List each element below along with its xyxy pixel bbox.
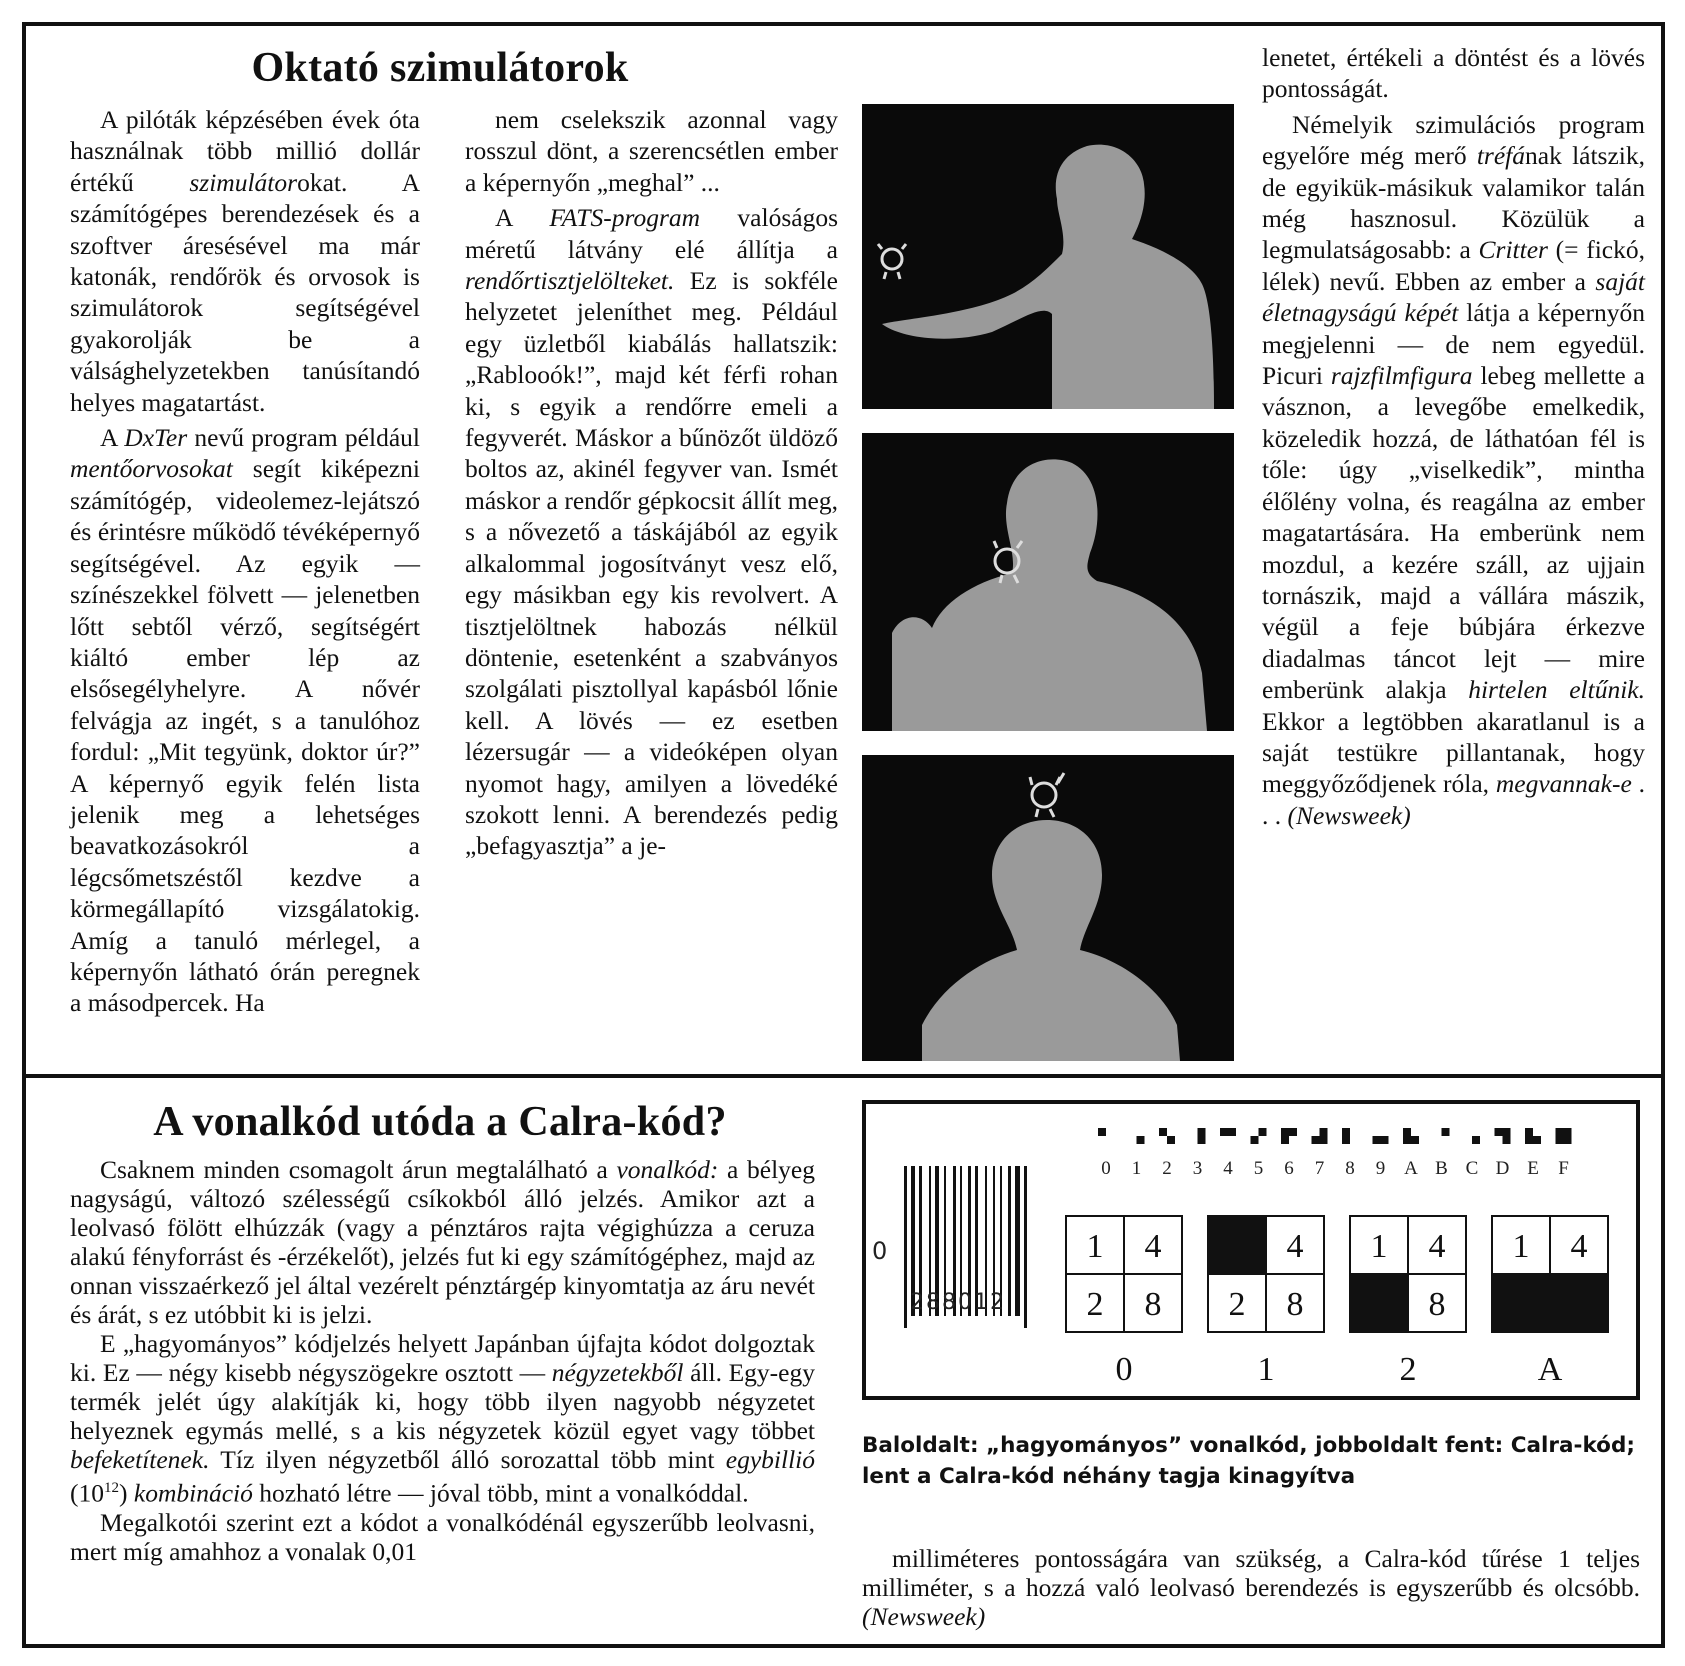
calra-cell xyxy=(1320,1136,1328,1144)
calra-cell xyxy=(1403,1136,1411,1144)
calra-example-cell xyxy=(1550,1274,1608,1332)
calra-cell xyxy=(1373,1136,1381,1144)
calra-example-label: 1 xyxy=(1257,1351,1275,1388)
calra-cell xyxy=(1198,1136,1206,1144)
calra-cell xyxy=(1320,1128,1328,1136)
calra-cell xyxy=(1281,1136,1289,1144)
calra-label: 8 xyxy=(1345,1158,1355,1179)
barcode-side-digit: 0 xyxy=(872,1237,888,1265)
calra-code-figure xyxy=(862,1100,1640,1400)
calra-cell-number: 4 xyxy=(1428,1228,1446,1265)
calra-cell xyxy=(1342,1128,1350,1136)
calra-cell-number: 1 xyxy=(1370,1228,1388,1265)
paragraph: lenetet, értékeli a döntést és a lövés pontosságát. xyxy=(1262,43,1645,104)
person-silhouette-image xyxy=(862,755,1234,1061)
calra-label: 3 xyxy=(1192,1158,1203,1179)
article-body-right xyxy=(862,1544,1640,1631)
calra-cell xyxy=(1533,1136,1541,1144)
calra-cell-number: 8 xyxy=(1428,1286,1446,1323)
calra-cell xyxy=(1556,1128,1564,1136)
calra-cell xyxy=(1403,1128,1411,1136)
calra-cell xyxy=(1137,1136,1145,1144)
calra-example-label: A xyxy=(1537,1351,1563,1388)
section-divider xyxy=(22,1074,1665,1078)
calra-cell-number: 2 xyxy=(1228,1286,1246,1323)
calra-cell xyxy=(1220,1128,1228,1136)
calra-cell xyxy=(1281,1128,1289,1136)
article-column-2 xyxy=(465,104,838,862)
calra-cell xyxy=(1556,1136,1564,1144)
calra-label: C xyxy=(1465,1158,1479,1179)
person-silhouette-image xyxy=(862,104,1234,409)
calra-cell xyxy=(1525,1136,1533,1144)
calra-example-label: 0 xyxy=(1115,1351,1133,1388)
simulation-photo xyxy=(862,755,1234,1061)
calra-cell xyxy=(1228,1128,1236,1136)
article-column-3 xyxy=(1262,42,1645,831)
calra-label: 5 xyxy=(1253,1158,1264,1179)
calra-cell xyxy=(1259,1128,1267,1136)
calra-cell-number: 4 xyxy=(1570,1228,1588,1265)
calra-cell xyxy=(1503,1128,1511,1136)
barcode-bar xyxy=(1008,1166,1011,1316)
paragraph: A FATS-program valóságos méretű látvány elé állítja a rendőrtisztjelölteket. Ez is sokféle helyzetet jeleníthet meg. Például egy üzletből kiabálás hallatszik: „Rablooók!”, majd két férfi rohan ki, s egyik a rendőrre emeli a fegyverét. Máskor a bűnözőt üldöző boltos az, akinél fegyver van. Ismét máskor a rendőr gépkocsit állít meg, s a nővezető a táskájából az egyik alkalommal jogosítványt vesz elő, egy másikban egy kis revolvert. A tisztjelöltnek habozás nélkül döntenie, esetenként a szabványos szolgálati pisztollyal kapásból lőnie kell. A lövés — ez esetben lézersugár — a videóképen olyan nyomot hagy, amilyen a lövedéké szokott lenni. A berendezés pedig „befagyasztja” a je- xyxy=(465,203,838,861)
calra-label: E xyxy=(1527,1158,1539,1179)
paragraph: Némelyik szimulációs program egyelőre még merő tréfának látszik, de egyikük-másikuk valamikor talán még hasznosul. Közülük a legmulatságosabb: a Critter (= fickó, lélek) nevű. Ebben az ember a saját életnagyságú képét látja a képernyőn megjelenni — de nem egyedül. Picuri rajzfilmfigura lebeg mellette a vásznon, a levegőbe emelkedik, közeledik hozzá, de láthatóan fél is tőle: úgy „viselkedik”, mintha élőlény volna, és reagálna az ember magatartására. Ha emberünk nem mozdul, a kezére száll, az ujjain tornászik, majd a vállára mászik, végül a feje búbjára érkezve diadalmas táncot lejt — mire emberünk alakja hirtelen eltűnik. Ekkor a legtöbben akaratlanul is a saját testükre pillantanak, hogy meggyőződjenek róla, megvannak-e . . . (Newsweek) xyxy=(1262,109,1646,830)
paragraph: A pilóták képzésében évek óta használnak több millió dollár értékű szimulátorokat. A számítógépes berendezések és a szoftver áresésével ma már katonák, rendőrök és orvosok is szimulátorok segítségével gyakorolják be a válsághelyzetekben tanúsítandó helyes magatartást. xyxy=(70,105,420,417)
calra-cell-number: 2 xyxy=(1086,1286,1104,1323)
simulation-photo xyxy=(862,104,1234,409)
calra-cell xyxy=(1167,1136,1175,1144)
calra-cell xyxy=(1098,1128,1106,1136)
bottom-rule xyxy=(22,1644,1665,1648)
article-body-left xyxy=(70,1155,815,1566)
calra-cell xyxy=(1503,1136,1511,1144)
calra-example-cell xyxy=(1350,1274,1408,1332)
calra-cell xyxy=(1564,1128,1572,1136)
barcode-bar xyxy=(904,1166,907,1328)
person-silhouette-image xyxy=(862,433,1234,731)
calra-cell xyxy=(1411,1136,1419,1144)
calra-code-diagram xyxy=(866,1104,1636,1396)
calra-cell-number: 4 xyxy=(1144,1228,1162,1265)
paragraph: E „hagyományos” kódjelzés helyett Japánban újfajta kódot dolgoztak ki. Ez — négy kisebb négyszögekre osztott — négyzetekből áll. Egy-egy termék jelét úgy alakítják ki, hogy több ilyen nagyobb négyzetet helyeznek egymás mellé, s a kis négyzetek közül egyet vagy többet befeketítenek. Tíz ilyen négyzetből álló sorozattal több mint egybillió $(10^{12})$ kombináció hozható létre — jóval több, mint a vonalkóddal. xyxy=(70,1329,815,1508)
calra-label: 4 xyxy=(1223,1158,1233,1179)
calra-label: 1 xyxy=(1131,1158,1142,1179)
calra-cell xyxy=(1198,1128,1206,1136)
calra-label: 2 xyxy=(1162,1158,1172,1179)
calra-cell xyxy=(1251,1136,1259,1144)
calra-label: 6 xyxy=(1284,1158,1294,1179)
calra-cell xyxy=(1289,1128,1297,1136)
calra-cell xyxy=(1472,1136,1480,1144)
calra-label: D xyxy=(1495,1158,1510,1179)
calra-cell-number: 8 xyxy=(1286,1286,1304,1323)
calra-cell xyxy=(1442,1128,1450,1136)
figure-caption: Baloldalt: „hagyományos” vonalkód, jobboldalt fent: Calra-kód; lent a Calra-kód néhány tagja kinagyítva xyxy=(862,1433,1635,1489)
calra-cell xyxy=(1342,1136,1350,1144)
calra-cell-number: 1 xyxy=(1086,1228,1104,1265)
barcode-bar xyxy=(1015,1166,1020,1316)
calra-cell-number: 4 xyxy=(1286,1228,1304,1265)
calra-example-cell xyxy=(1208,1216,1266,1274)
article-title: Oktató szimulátorok xyxy=(251,45,629,91)
barcode-bar xyxy=(1024,1166,1027,1328)
paragraph: Megalkotói szerint ezt a kódot a vonalkódénál egyszerűbb leolvasni, mert míg amahhoz a vonalak 0,01 xyxy=(70,1507,815,1566)
paragraph: Csaknem minden csomagolt árun megtalálható a vonalkód: a bélyeg nagyságú, változó szélességű csíkokból álló jelzés. Amikor azt a leolvasó fölött elhúzzák (vagy a pénztáros rajta végighúzza a ceruza alakú fényforrást és -érzékelőt), jelzés fut ki egy számítógéphez, majd az onnan visszaérkező jel által vezérelt pénztárgép kinyomtatja az áru nevét és árát, s ez utóbbit ki is jelzi. xyxy=(70,1155,815,1329)
calra-cell xyxy=(1525,1128,1533,1136)
calra-cell-number: 8 xyxy=(1144,1286,1162,1323)
calra-cell xyxy=(1381,1136,1389,1144)
calra-label: 0 xyxy=(1101,1158,1111,1179)
calra-cell xyxy=(1159,1128,1167,1136)
calra-label: A xyxy=(1404,1158,1418,1179)
paragraph: A DxTer nevű program például mentőorvosokat segít kiképezni számítógép, videolemez-lejátszó és érintésre működő tévéképernyő segítségével. Az egyik — színészekkel fölvett — jelenetben lőtt sebtől vérző, segítségért kiáltó ember lép az elsősegélyhelyre. A nővér felvágja az ingét, s a tanulóhoz fordul: „Mit tegyünk, doktor úr?” A képernyő egyik felén lista jelenik meg a lehetséges beavatkozásokról a légcsőmetszéstől kezdve a körmegállapító vizsgálatokig. Amíg a tanuló mérlegel, a képernyőn látható órán peregnek a másodpercek. Ha xyxy=(70,423,420,1018)
calra-example-label: 2 xyxy=(1399,1351,1417,1388)
calra-label: 7 xyxy=(1314,1158,1325,1179)
calra-cell xyxy=(1495,1128,1503,1136)
paragraph: nem cselekszik azonnal vagy rosszul dönt, a szerencsétlen ember a képernyőn „meghal” ... xyxy=(465,105,838,197)
calra-example-cell xyxy=(1492,1274,1550,1332)
simulation-photo xyxy=(862,433,1234,731)
calra-cell xyxy=(1312,1136,1320,1144)
calra-cell-number: 1 xyxy=(1512,1228,1530,1265)
calra-label: 9 xyxy=(1375,1158,1386,1179)
calra-cell xyxy=(1564,1136,1572,1144)
calra-label: F xyxy=(1558,1158,1569,1179)
article-column-1 xyxy=(70,104,420,1019)
article-title: A vonalkód utóda a Calra-kód? xyxy=(153,1099,727,1145)
paragraph: milliméteres pontosságára van szükség, a Calra-kód tűrése 1 teljes milliméter, s a hozzá való leolvasó berendezés is egyszerűbb és olcsóbb. (Newsweek) xyxy=(862,1544,1640,1631)
barcode-number: 288012 xyxy=(910,1290,1006,1315)
calra-label: B xyxy=(1435,1158,1448,1179)
